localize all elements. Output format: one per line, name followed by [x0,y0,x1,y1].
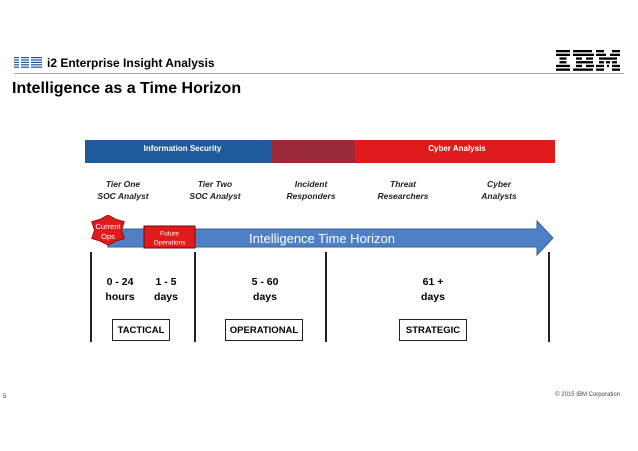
role-line: Tier Two [197,179,233,189]
slide-title: Intelligence as a Time Horizon [12,80,242,97]
timeline-divider [548,252,550,342]
role-line: Threat [390,179,416,189]
tactical-box: TACTICAL [112,319,170,341]
header-divider [14,73,624,74]
time-range-5-60-days [240,275,290,305]
overlap-band [272,140,360,163]
time-range-0-24-hours [98,275,142,305]
time-range-1-5-days [144,275,188,305]
role-line: Responders [286,191,336,201]
timeline-divider [90,252,92,342]
role-threat-researchers [370,178,436,202]
time-horizon-label: Intelligence Time Horizon [249,231,395,246]
page-number: 5 [3,394,7,400]
future-operations-line2: Operations [153,239,186,247]
timeline-divider [325,252,327,342]
information-security-label: Information Security [143,144,222,153]
time-range-61-plus-days [408,275,458,305]
current-ops-line1: Current [95,222,121,231]
ibm-logo [556,50,623,71]
role-line: Incident [294,179,328,189]
time-range-line: 5 - 60 [251,276,279,288]
time-range-line: 0 - 24 [106,276,134,288]
time-range-line: 1 - 5 [155,276,177,288]
product-name: i2 Enterprise Insight Analysis [47,56,215,70]
timeline-divider [194,252,196,342]
role-line: Cyber [486,179,512,189]
role-tier-two [182,178,248,202]
current-ops-line2: Ops [101,232,115,241]
ibm-small-mark-icon [14,57,44,68]
time-range-line: days [421,291,445,303]
time-horizon-graphic [0,215,638,265]
role-line: Analysts [481,191,517,201]
role-tier-one [90,178,156,202]
copyright: © 2015 IBM Corporation [555,392,620,398]
time-range-line: days [154,291,178,303]
time-range-line: 61 + [422,276,444,288]
time-range-line: hours [105,291,135,303]
role-line: SOC Analyst [97,191,149,201]
time-range-line: days [253,291,277,303]
cyber-analysis-label: Cyber Analysis [428,144,486,153]
role-line: SOC Analyst [189,191,241,201]
operational-box: OPERATIONAL [225,319,303,341]
role-cyber-analysts [466,178,532,202]
future-operations-line1: Future [160,230,179,238]
strategic-box: STRATEGIC [399,319,467,341]
role-incident-responders [278,178,344,202]
role-line: Researchers [377,191,429,201]
role-line: Tier One [105,179,141,189]
